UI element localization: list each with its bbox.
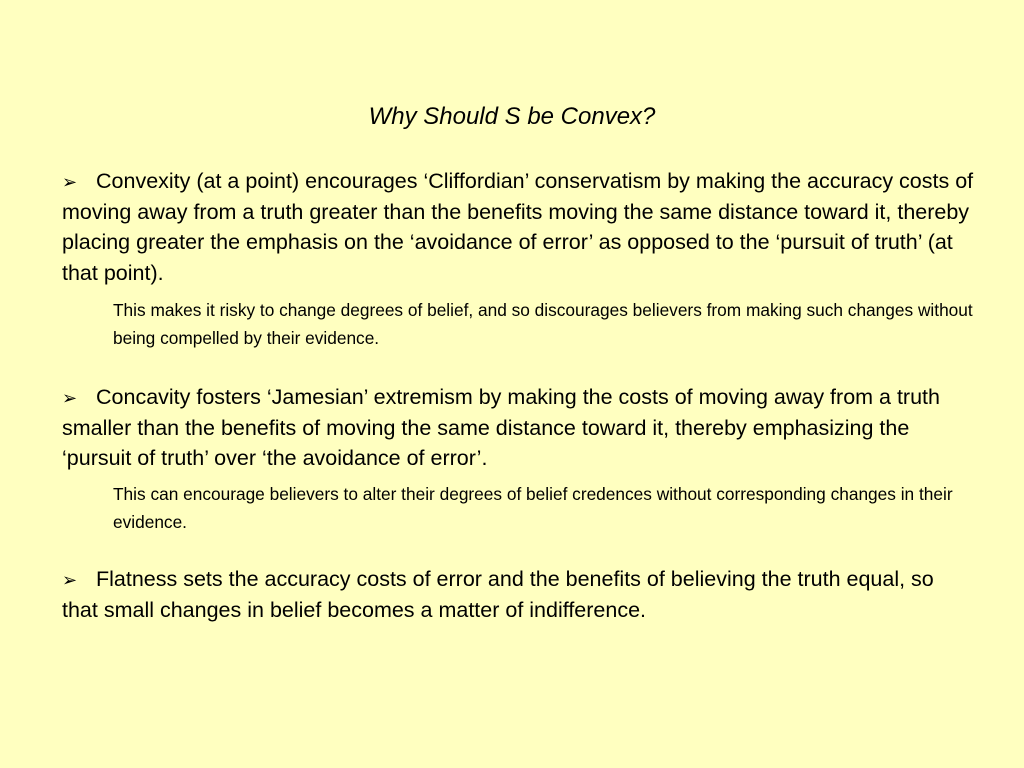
bullet-text: Flatness sets the accuracy costs of error and the benefits of believing the truth equal, so that small changes in belief becomes a matter of indifference. [62,567,934,623]
bullet-flatness [62,564,974,625]
bullet-text: Convexity (at a point) encourages ‘Cliffordian’ conservatism by making the accuracy costs of moving away from a truth greater than the benefits moving the same distance toward it, thereby placing greater the emphasis on the ‘avoidance of error’ as opposed to the ‘pursuit of truth’ (at that point). [62,169,974,285]
bullet-concavity [62,382,974,474]
bullet-text: Concavity fosters ‘Jamesian’ extremism by making the costs of moving away from a truth smaller than the benefits of moving the same distance toward it, thereby emphasizing the ‘pursuit of truth’ over ‘the avoidance of error’. [62,385,940,471]
sub-point-convexity: This makes it risky to change degrees of belief, and so discourages believers from making such changes without being compelled by their evidence. [113,300,973,348]
arrow-bullet-icon: ➢ [62,388,78,408]
arrow-bullet-icon: ➢ [62,570,78,590]
bullet-convexity [62,166,974,288]
slide-title: Why Should S be Convex? [368,103,656,130]
arrow-bullet-icon: ➢ [62,172,78,192]
sub-point-concavity: This can encourage believers to alter their degrees of belief credences without corresponding changes in their evidence. [113,484,953,532]
